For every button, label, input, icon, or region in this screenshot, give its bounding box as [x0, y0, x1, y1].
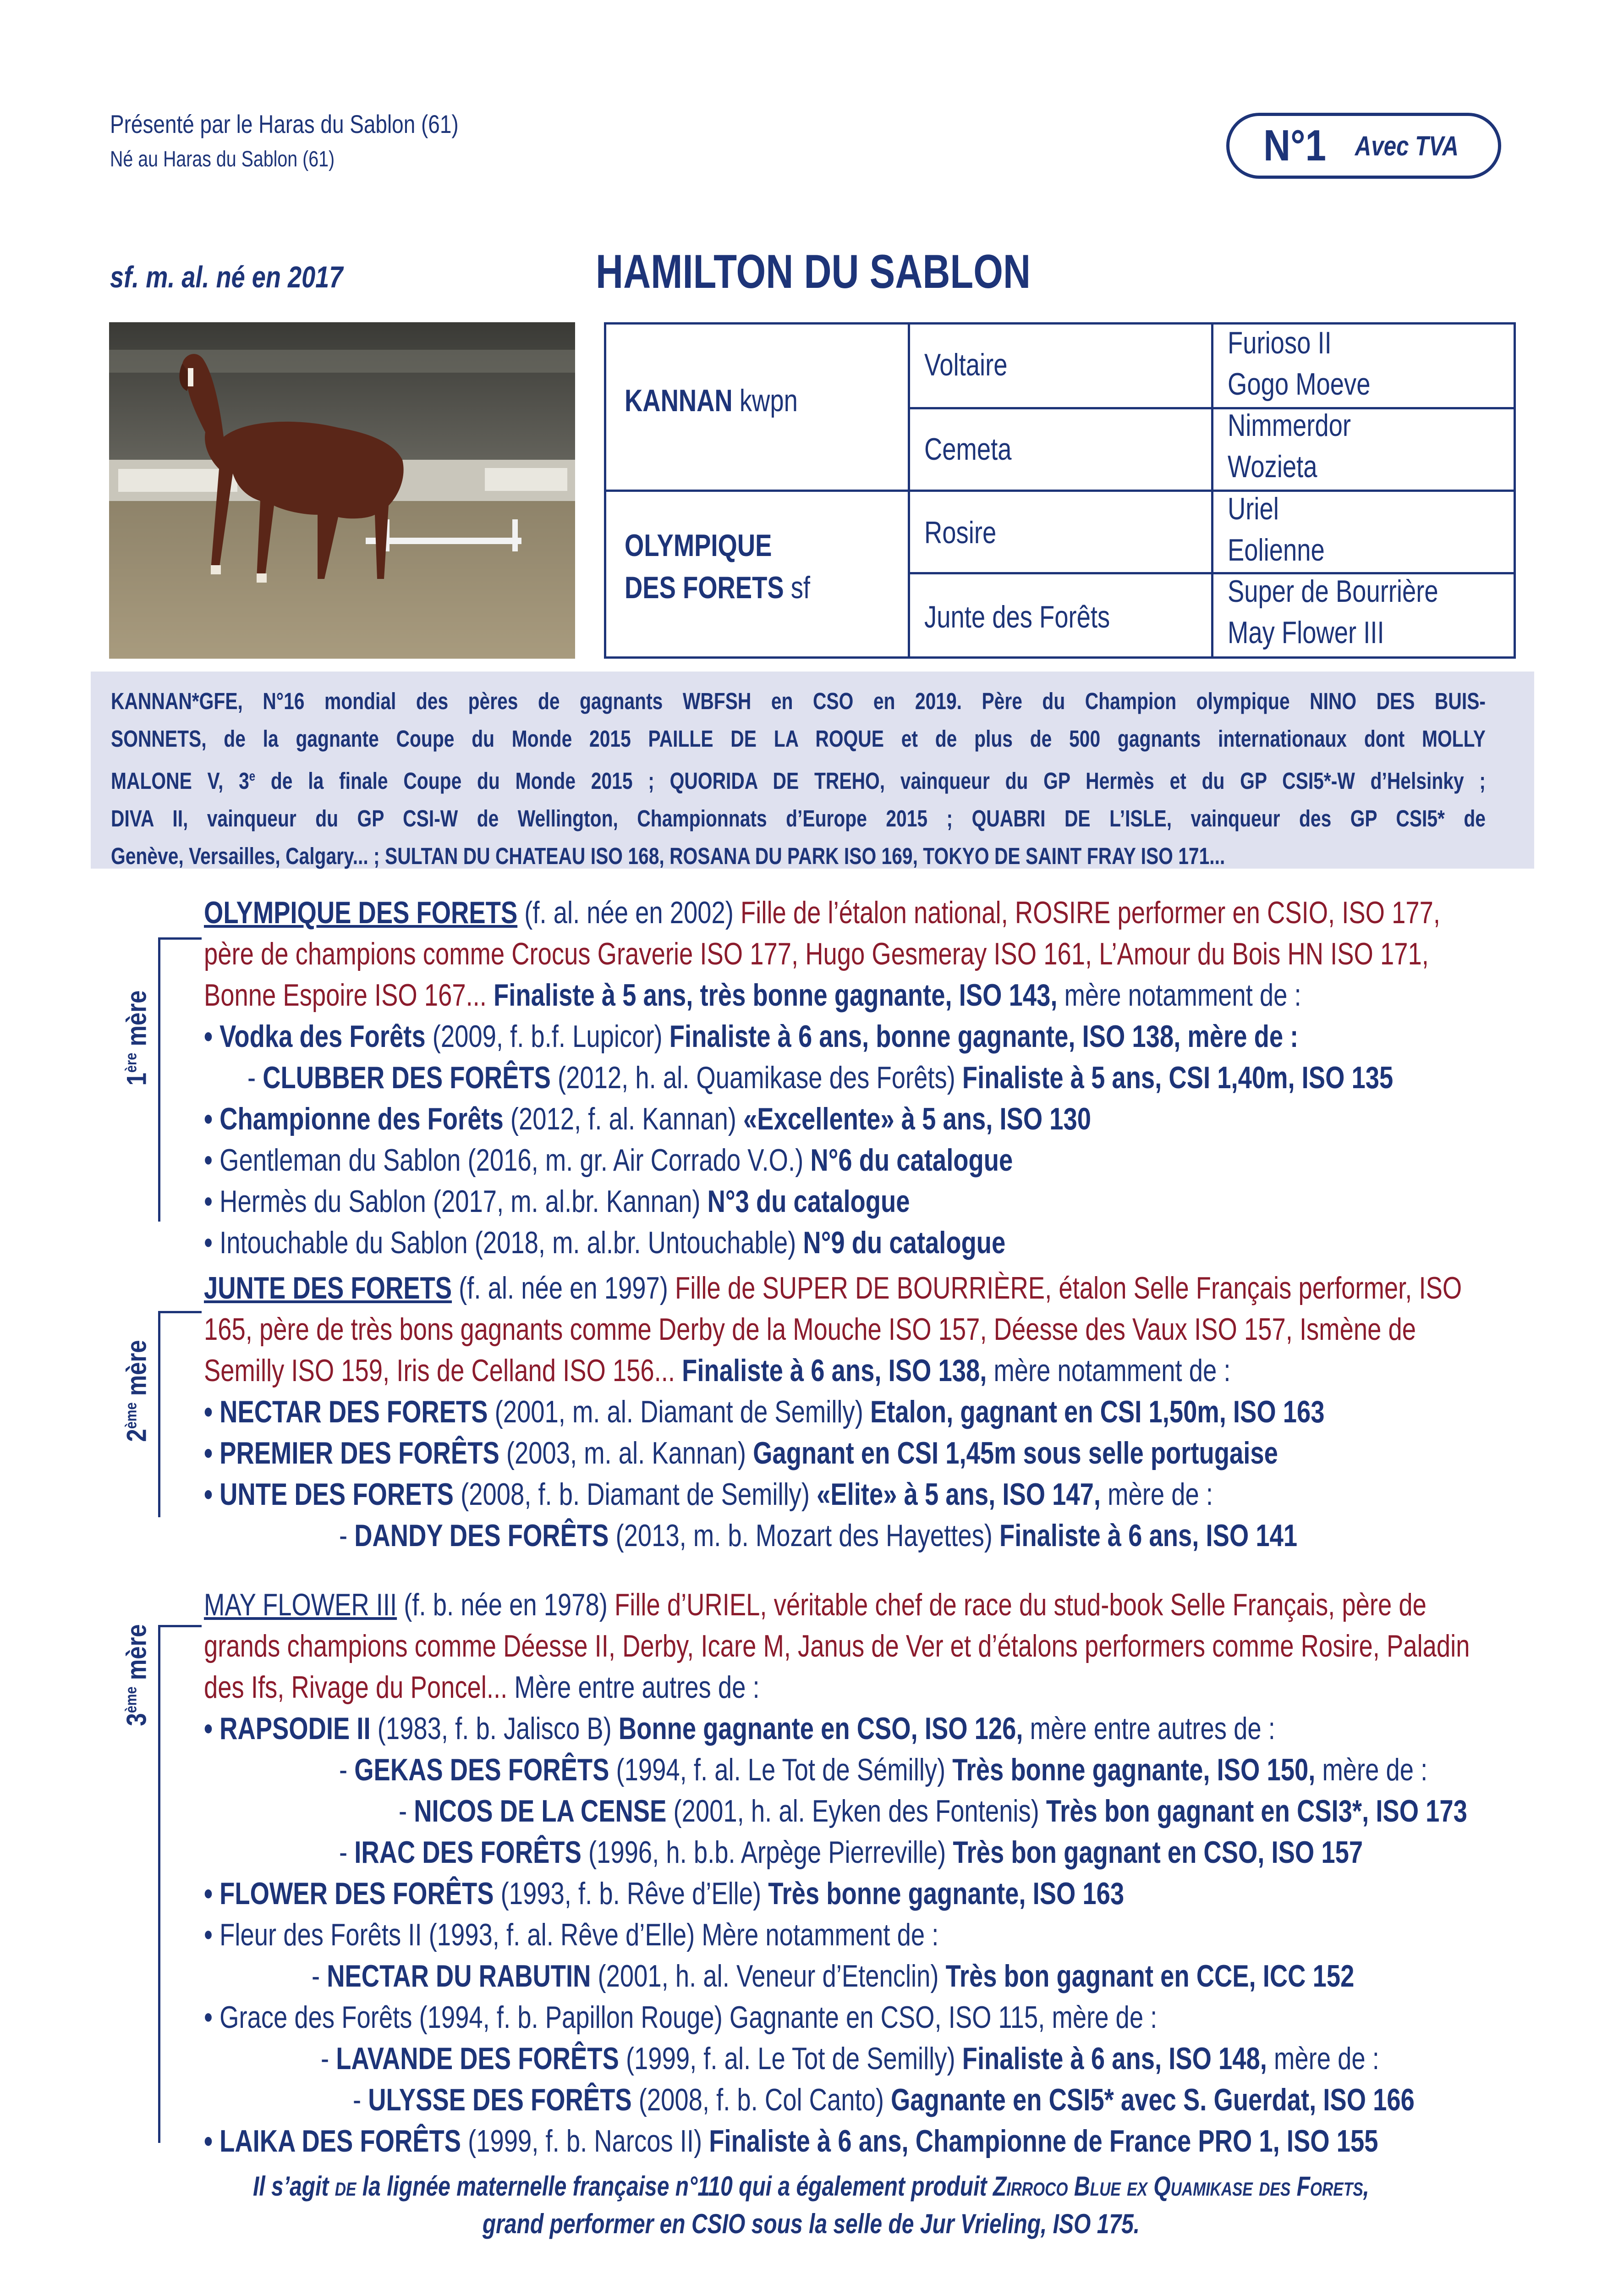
dam3-label: 3ème mère — [121, 1624, 152, 1726]
horse-name: HAMILTON DU SABLON — [596, 245, 1031, 298]
pedigree-grandparent: Junte des Forêts — [924, 600, 1110, 634]
pedigree-divider — [908, 407, 1514, 409]
dam2-line7: - DANDY DES FORÊTS (2013, m. b. Mozart des Hayettes) Finaliste à 6 ans, ISO 141 — [339, 1518, 1298, 1553]
pedigree-great-grandparent: Super de Bourrière — [1228, 574, 1438, 609]
lot-vat: Avec TVA — [1355, 130, 1459, 161]
dam3-line2: grands champions comme Déesse II, Derby, Icare M, Janus de Ver et d’étalons performers comme Rosire, Paladin — [204, 1629, 1470, 1663]
dam2-bracket — [158, 1311, 202, 1517]
dam2-line5: • PREMIER DES FORÊTS (2003, m. al. Kannan) Gagnant en CSI 1,45m sous selle portugaise — [204, 1436, 1278, 1470]
dam3-line11: • Grace des Forêts (1994, f. b. Papillon Rouge) Gagnante en CSO, ISO 115, mère de : — [204, 2000, 1158, 2035]
pedigree-grandparent: Voltaire — [924, 347, 1008, 382]
pedigree-dam-line1: OLYMPIQUE — [625, 528, 772, 563]
birthplace-text: Né au Haras du Sablon (61) — [110, 147, 335, 171]
pedigree-great-grandparent: Gogo Moeve — [1228, 367, 1371, 402]
horse-description: sf. m. al. né en 2017 — [110, 260, 343, 294]
horse-photo — [109, 322, 575, 659]
pedigree-great-grandparent: May Flower III — [1228, 615, 1384, 650]
dam1-line9: • Intouchable du Sablon (2018, m. al.br. Untouchable) N°9 du catalogue — [204, 1225, 1006, 1260]
dam1-line1: OLYMPIQUE DES FORETS (f. al. née en 2002) Fille de l’étalon national, ROSIRE performer en CSIO, ISO 177, — [204, 895, 1440, 930]
dam1-line8: • Hermès du Sablon (2017, m. al.br. Kannan) N°3 du catalogue — [204, 1184, 910, 1219]
sire-note-text: KANNAN*GFE, N°16 mondial des pères de gagnants WBFSH en CSO en 2019. Père du Champion olympique NINO DES BUIS- SONNETS, de la gagnante Coupe du Monde 2015 PAILLE DE LA ROQUE et de plus de 500 gagnants internationaux dont MOLLY MALONE V, 3e de la finale Coupe du Monde 2015 ; QUORIDA DE TREHO, vainqueur du GP Hermès et du GP CSI5*-W d’Helsinky ; DIVA II, vainqueur du GP CSI-W de Wellington, Championnats d’Europe 2015 ; QUABRI DE L’ISLE, vainqueur des GP CSI5* de Genève, Versailles, Calgary... ; SULTAN DU CHATEAU ISO 168, ROSANA DU PARK ISO 169, TOKYO DE SAINT FRAY ISO 171... — [111, 688, 1486, 869]
footer-line1: Il s’agit de la lignée maternelle française n°110 qui a également produit Zirroco Blue ex Quamikase des Forets, — [253, 2171, 1369, 2202]
dam3-line3: des Ifs, Rivage du Poncel... Mère entre autres de : — [204, 1670, 760, 1705]
pedigree-great-grandparent: Nimmerdor — [1228, 408, 1351, 443]
dam3-line10: - NECTAR DU RABUTIN (2001, h. al. Veneur d’Etenclin) Très bon gagnant en CCE, ICC 152 — [312, 1959, 1355, 1993]
dam2-line4: • NECTAR DES FORETS (2001, m. al. Diamant de Semilly) Etalon, gagnant en CSI 1,50m, ISO 163 — [204, 1394, 1325, 1429]
pedigree-dam-line2: DES FORETS sf — [625, 570, 811, 605]
dam3-line5: - GEKAS DES FORÊTS (1994, f. al. Le Tot de Sémilly) Très bonne gagnante, ISO 150, mère de : — [339, 1752, 1428, 1787]
footer-line2: grand performer en CSIO sous la selle de Jur Vrieling, ISO 175. — [482, 2208, 1140, 2239]
dam1-line6: • Championne des Forêts (2012, f. al. Kannan) «Excellente» à 5 ans, ISO 130 — [204, 1101, 1092, 1136]
dam2-line3: Semilly ISO 159, Iris de Celland ISO 156... Finaliste à 6 ans, ISO 138, mère notamment de : — [204, 1353, 1231, 1388]
dam2-line2: 165, père de très bons gagnants comme Derby de la Mouche ISO 157, Déesse des Vaux ISO 157, Ismène de — [204, 1312, 1416, 1347]
dam2-line6: • UNTE DES FORETS (2008, f. b. Diamant de Semilly) «Elite» à 5 ans, ISO 147, mère de : — [204, 1477, 1213, 1512]
pedigree-great-grandparent: Uriel — [1228, 491, 1279, 526]
dam1-line2: père de champions comme Crocus Graverie ISO 177, Hugo Gesmeray ISO 161, L’Amour du Bois HN ISO 171, — [204, 936, 1429, 971]
pedigree-great-grandparent: Wozieta — [1228, 449, 1317, 484]
pedigree-grandparent: Rosire — [924, 515, 997, 550]
dam3-line4: • RAPSODIE II (1983, f. b. Jalisco B) Bonne gagnante en CSO, ISO 126, mère entre autres de : — [204, 1711, 1275, 1746]
lot-number: N°1 — [1263, 121, 1326, 170]
dam3-line12: - LAVANDE DES FORÊTS (1999, f. al. Le Tot de Semilly) Finaliste à 6 ans, ISO 148, mère de : — [321, 2041, 1379, 2076]
dam2-label: 2ème mère — [121, 1340, 152, 1442]
dam1-bracket — [158, 937, 202, 1222]
pedigree-grandparent: Cemeta — [924, 432, 1012, 467]
pedigree-sire: KANNAN kwpn — [625, 383, 798, 418]
pedigree-divider — [606, 490, 1514, 492]
dam3-bracket — [158, 1625, 202, 2143]
dam3-line13: - ULYSSE DES FORÊTS (2008, f. b. Col Canto) Gagnante en CSI5* avec S. Guerdat, ISO 166 — [353, 2082, 1415, 2117]
dam2-line1: JUNTE DES FORETS (f. al. née en 1997) Fille de SUPER DE BOURRIÈRE, étalon Selle Français performer, ISO — [204, 1271, 1462, 1305]
pedigree-table — [604, 322, 1516, 659]
dam1-label: 1ère mère — [121, 990, 152, 1086]
dam3-line7: - IRAC DES FORÊTS (1996, h. b.b. Arpège Pierreville) Très bon gagnant en CSO, ISO 157 — [339, 1835, 1363, 1870]
pedigree-great-grandparent: Furioso II — [1228, 325, 1332, 360]
lot-badge — [1226, 113, 1501, 179]
dam3-line1: MAY FLOWER III (f. b. née en 1978) Fille d’URIEL, véritable chef de race du stud-book Selle Français, père de — [204, 1587, 1426, 1622]
dam1-line4: • Vodka des Forêts (2009, f. b.f. Lupicor) Finaliste à 6 ans, bonne gagnante, ISO 138, mère de : — [204, 1019, 1299, 1054]
dam1-line3: Bonne Espoire ISO 167... Finaliste à 5 ans, très bonne gagnante, ISO 143, mère notamment de : — [204, 978, 1301, 1013]
pedigree-great-grandparent: Eolienne — [1228, 533, 1325, 567]
dam3-line6: - NICOS DE LA CENSE (2001, h. al. Eyken des Fontenis) Très bon gagnant en CSI3*, ISO 173 — [399, 1794, 1467, 1828]
dam3-line8: • FLOWER DES FORÊTS (1993, f. b. Rêve d’Elle) Très bonne gagnante, ISO 163 — [204, 1876, 1125, 1911]
presenter-text: Présenté par le Haras du Sablon (61) — [110, 110, 459, 138]
sire-note-box — [91, 672, 1534, 869]
dam3-line14: • LAIKA DES FORÊTS (1999, f. b. Narcos II) Finaliste à 6 ans, Championne de France PRO 1, ISO 155 — [204, 2124, 1378, 2158]
dam1-line7: • Gentleman du Sablon (2016, m. gr. Air Corrado V.O.) N°6 du catalogue — [204, 1143, 1013, 1178]
dam1-line5: - CLUBBER DES FORÊTS (2012, h. al. Quamikase des Forêts) Finaliste à 5 ans, CSI 1,40m, ISO 135 — [247, 1060, 1394, 1095]
dam3-line9: • Fleur des Forêts II (1993, f. al. Rêve d’Elle) Mère notamment de : — [204, 1917, 939, 1952]
